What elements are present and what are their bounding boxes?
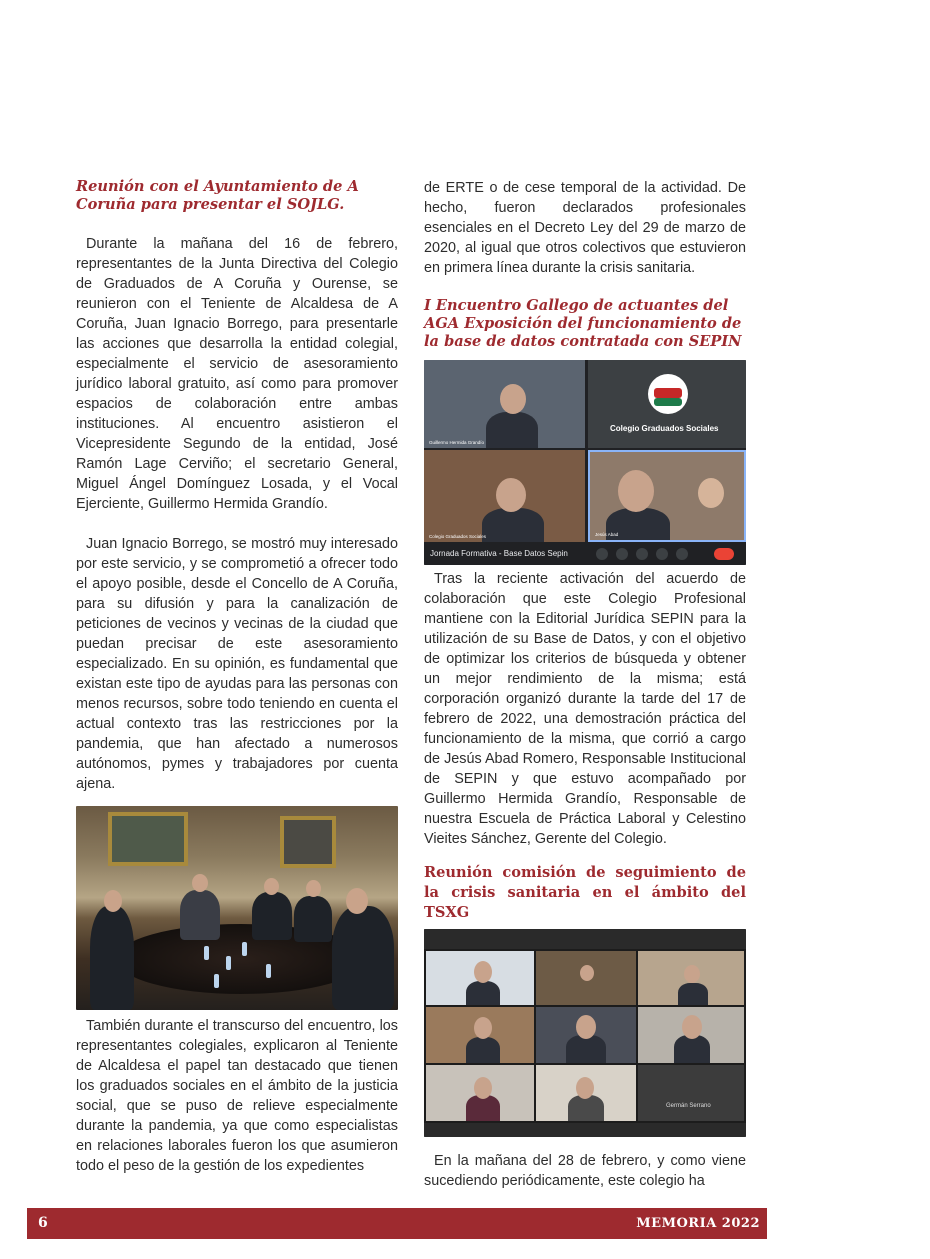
right-column [424, 178, 746, 1191]
section-heading-ayuntamiento: Reunión con el Ayuntamiento de A Coruña para presentar el SOJLG. [76, 178, 359, 213]
microphone-icon[interactable] [596, 548, 608, 560]
section-heading-tsxg: Reunión comisión de seguimiento de la crisis sanitaria en el ámbito del TSXG [424, 864, 746, 921]
camera-icon[interactable] [616, 548, 628, 560]
videocall-sepin-screenshot [424, 360, 746, 565]
videocall-tsxg-screenshot [424, 929, 746, 1137]
section-heading-encuentro-aga: I Encuentro Gallego de actuantes del AGA Exposición del funcionamiento de la base de datos contratada con SEPIN [424, 297, 742, 350]
present-icon[interactable] [676, 548, 688, 560]
video-tile-german [638, 1065, 744, 1121]
left-column [76, 178, 398, 1176]
meeting-control-bar [424, 543, 746, 565]
logo-caption: Colegio Graduados Sociales [610, 424, 719, 433]
raise-hand-icon[interactable] [656, 548, 668, 560]
more-options-icon[interactable] [694, 548, 706, 560]
participant-name: Colegio Graduados Sociales [429, 534, 487, 539]
participant-name: Guillermo Hermida Grandío [429, 440, 485, 445]
wall-painting [280, 816, 336, 868]
video-tile-colegio [424, 450, 585, 542]
video-tile-guillermo [424, 360, 585, 448]
paragraph-erte-continuation: de ERTE o de cese temporal de la actividad. De hecho, fueron declarados profesionales esenciales en el Decreto Ley del 29 de marzo de 2020, al igual que otros colectivos que estuvieron en primera línea durante la crisis sanitaria. [424, 180, 746, 276]
footer-title: MEMORIA 2022 [636, 1216, 760, 1231]
participant-name: Jesús Abad [595, 532, 619, 537]
paragraph-meeting-intro: Durante la mañana del 16 de febrero, representantes de la Junta Directiva del Colegio de Graduados de A Coruña y Ourense, se reunieron con el Teniente de Alcaldesa de A Coruña, Juan Ignacio Borrego, para presentarle las acciones que desarrolla la entidad colegial, especialmente el servicio de asesoramiento jurídico laboral gratuito, así como para promover espacios de colaboración entre ambas instituciones. Al encuentro asistieron el Vicepresidente Segundo de la entidad, José Ramón Lage Cerviño; el secretario General, Miguel Ángel Domínguez Losada, y el Vocal Ejerciente, Guillermo Hermida Grandío. [76, 236, 398, 512]
video-tile-jesus [588, 450, 746, 542]
video-tile-logo [588, 360, 746, 448]
colegio-logo-icon [648, 374, 688, 414]
meeting-title: Jornada Formativa - Base Datos Sepin [430, 549, 568, 558]
page-footer [27, 1208, 767, 1239]
paragraph-feb28: En la mañana del 28 de febrero, y como viene sucediendo periódicamente, este colegio ha [424, 1153, 746, 1189]
participant-name: Germán Serrano [666, 1103, 711, 1109]
paragraph-graduados-role: También durante el transcurso del encuentro, los representantes colegiales, explicaron al Teniente de Alcaldesa el papel tan destacado que tienen los graduados sociales en el ámbito de la justicia social, que se puso de relieve especialmente durante la pandemia, ya que como especialistas en relaciones laborales fueron los que asumieron todo el peso de la gestión de los expedientes [76, 1018, 398, 1174]
paragraph-borrego: Juan Ignacio Borrego, se mostró muy interesado por este servicio, y se comprometió a ofrecer todo el apoyo posible, desde el Concello de A Coruña, para su difusión y para la canalización de peticiones de vecinos y vecinas de la ciudad que puedan precisar de este asesoramiento especializado. En su opinión, es fundamental que existan este tipo de ayudas para las personas con menos recursos, sobre todo teniendo en cuenta el actual contexto tras las restricciones por la pandemia, que han afectado a numerosos autónomos, pymes y trabajadores por cuenta ajena. [76, 536, 398, 792]
end-call-icon[interactable] [714, 548, 734, 560]
meeting-room-photo [76, 806, 398, 1010]
captions-icon[interactable] [636, 548, 648, 560]
page-number: 6 [38, 1215, 48, 1231]
wall-painting [108, 812, 188, 866]
paragraph-sepin-agreement: Tras la reciente activación del acuerdo de colaboración que este Colegio Profesional mantiene con la Editorial Jurídica SEPIN para la utilización de su Base de Datos, y con el objetivo de optimizar los criterios de búsqueda y obtener un mejor rendimiento de la misma; está corporación organizó durante la tarde del 17 de febrero de 2022, una demostración práctica del funcionamiento de la misma, que corrió a cargo de Jesús Abad Romero, Responsable Institucional de SEPIN y que estuvo acompañado por Guillermo Hermida Grandío, Responsable de nuestra Escuela de Práctica Laboral y Celestino Vieites Sánchez, Gerente del Colegio. [424, 571, 746, 847]
